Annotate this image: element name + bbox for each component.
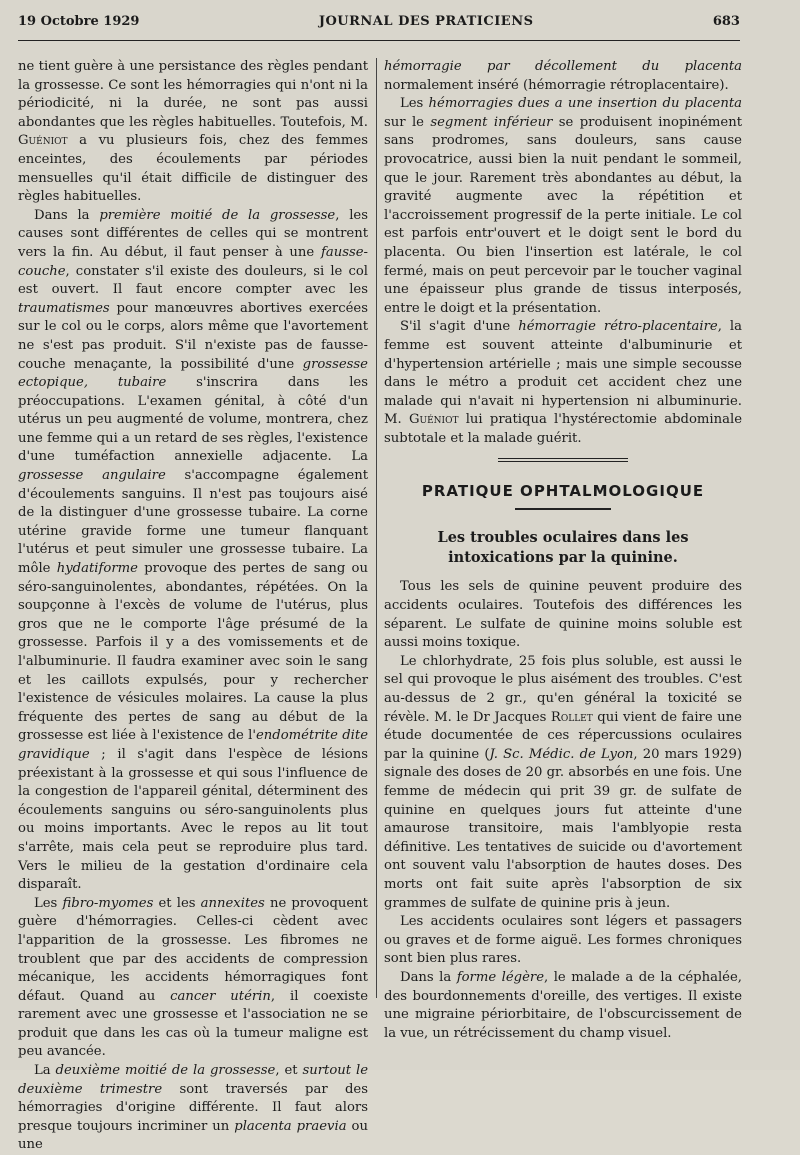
- article-title: Les troubles oculaires dans les intoxications par la quinine.: [437, 529, 689, 567]
- left-paragraph-3: Les fibro-myomes et les annexites ne provoquent guère d'hémorragies. Celles-ci cèdent avec l'apparition de la grossesse. Les fibromes ne troublent que par des accidents de compression mécanique, les accidents hémorragiques font défaut. Quand au cancer utérin, il coexiste rarement avec une grossesse et l'association ne se produit que dans les cas où la tumeur maligne est peu avancée.: [18, 895, 368, 1060]
- section-title-underline: [515, 508, 611, 510]
- right-paragraph-1: hémorragie par décollement du placenta normalement inséré (hémorragie rétroplacentaire).: [384, 59, 742, 93]
- left-paragraph-1: ne tient guère à une persistance des règles pendant la grossesse. Ce sont les hémorragies qui n'ont ni la périodicité, ni la durée, ne sont pas aussi abondantes que les règles habituelles. Toutefois, M. Guéniot a vu plusieurs fois, chez des femmes enceintes, des écoulements par périodes mensuelles qu'il était difficile de distinguer des règles habituelles.: [18, 59, 368, 205]
- section-title: PRATIQUE OPHTALMOLOGIQUE: [421, 482, 705, 501]
- header-date: 19 Octobre 1929: [18, 14, 140, 29]
- right-paragraph-2: Les hémorragies dues a une insertion du placenta sur le segment inférieur se produisent inopinément sans prodromes, sans douleurs, sans cause provocatrice, aussi bien la nuit pendant le sommeil, que le jour. Rarement très abondantes au début, la gravité augmente avec la répétition et l'accroissement progressif de la perte initiale. Le col est parfois entr'ouvert et le doigt sent le bord du placenta. Ou bien l'insertion est latérale, le col fermé, mais on peut percevoir par le toucher vaginal une épaisseur plus grande de tissus interposés, entre le doigt et la présentation.: [384, 96, 742, 316]
- left-paragraph-4: La deuxième moitié de la grossesse, et surtout le deuxième trimestre sont traversés par des hémorragies d'origine différente. Il faut alors presque toujours incriminer un placenta praevia ou une: [18, 1063, 369, 1153]
- column-divider: [376, 58, 377, 998]
- right-paragraph-3: S'il s'agit d'une hémorragie rétro-placentaire, la femme est souvent atteinte d'albuminurie et d'hypertension artérielle ; mais une simple secousse dans le métro a produit cet accident chez une malade qui n'avait ni hypertension ni albuminurie. M. Guéniot lui pratiqua l'hystérectomie abdominale subtotale et la malade guérit.: [384, 319, 743, 446]
- left-column: [18, 58, 369, 1153]
- section-separator: [498, 458, 628, 462]
- article-paragraph-2: Le chlorhydrate, 25 fois plus soluble, est aussi le sel qui provoque le plus aisément des troubles. C'est au-dessus de 2 gr., qu'en général la toxicité se révèle. M. le Dr Jacques Rollet qui vient de faire une étude documentée de ces répercussions oculaires par la quinine (J. Sc. Médic. de Lyon, 20 mars 1929) signale des doses de 20 gr. absorbés en une fois. Une femme de médecin qui prit 39 gr. de sulfate de quinine en quelques jours fut atteinte d'une amaurose transitoire, mais l'amblyopie resta définitive. Les tentatives de suicide ou d'avortement ont souvent valu l'absorption de hautes doses. Des morts ont fait suite après l'absorption de six grammes de sulfate de quinine pris à jeun.: [384, 653, 742, 911]
- article-paragraph-1: Tous les sels de quinine peuvent produire des accidents oculaires. Toutefois des différences les séparent. Le sulfate de quinine moins soluble est aussi moins toxique.: [384, 579, 742, 651]
- header-rule: [18, 40, 740, 41]
- page-header: [18, 14, 740, 36]
- header-journal-title: JOURNAL DES PRATICIENS: [318, 14, 534, 29]
- header-page-number: 683: [712, 14, 740, 29]
- article-paragraph-3: Les accidents oculaires sont légers et passagers ou graves et de forme aiguë. Les formes chroniques sont bien plus rares.: [384, 914, 742, 967]
- article-paragraph-4: Dans la forme légère, le malade a de la céphalée, des bourdonnements d'oreille, des vertiges. Il existe une migraine périorbitaire, de l'obscurcissement de la vue, un rétrécissement du champ visuel.: [384, 969, 742, 1041]
- right-column: [384, 58, 742, 1050]
- left-paragraph-2: Dans la première moitié de la grossesse, les causes sont différentes de celles qui se montrent vers la fin. Au début, il faut penser à une fausse-couche, constater s'il existe des douleurs, si le col est ouvert. Il faut encore compter avec les traumatismes pour manœuvres abortives exercées sur le col ou le corps, alors même que l'avortement ne s'est pas produit. S'il n'existe pas de fausse-couche menaçante, la possibilité d'une grossesse ectopique, tubaire s'inscrira dans les préoccupations. L'examen génital, à côté d'un utérus un peu augmenté de volume, montrera, chez une femme qui a un retard de ses règles, l'existence d'une tuméfaction annexielle adjacente. La grossesse angulaire s'accompagne également d'écoulements sanguins. Il n'est pas toujours aisé de la distinguer d'une grossesse tubaire. La corne utérine gravide forme une tumeur flanquant l'utérus et peut simuler une grossesse tubaire. La môle hydatiforme provoque des pertes de sang ou séro-sanguinolentes, abondantes, répétées. On la soupçonne à l'excès de volume de l'utérus, plus gros que ne le comporte l'âge présumé de la grossesse. Parfois il y a des vomissements et de l'albuminurie. Il faudra examiner avec soin le sang et les caillots expulsés, pour y rechercher l'existence de vésicules molaires. La cause la plus fréquente des pertes de sang au début de la grossesse est liée à l'existence de l'endométrite dite gravidique ; il s'agit dans l'espèce de lésions préexistant à la grossesse et qui sous l'influence de la congestion de l'appareil génital, déterminent des écoulements sanguins ou séro-sanguinolents plus ou moins importants. Avec le repos au lit tout s'arrête, mais cela peut se reproduire plus tard. Vers le milieu de la gestation d'ordinaire cela disparaît.: [18, 207, 369, 893]
